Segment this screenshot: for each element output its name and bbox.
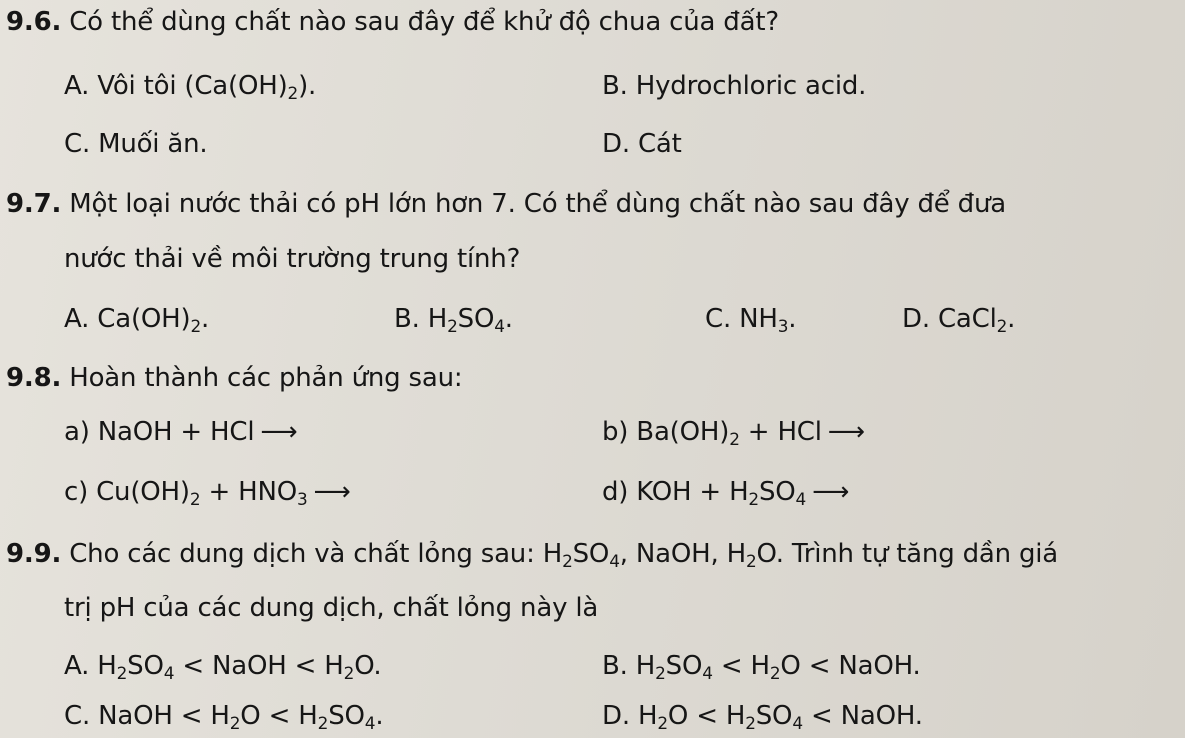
reaction-b: b) $Ba(OH)_2$ + HCl ⟶ xyxy=(602,417,865,450)
q99-option-d: D. $H_2O < H_2SO_4$ < NaOH. xyxy=(602,701,923,734)
arrow-icon: ⟶ xyxy=(313,477,351,507)
q99-option-a: A. $H_2SO_4$ < NaOH < $H_2O$. xyxy=(64,651,382,684)
question-number: 9.6. xyxy=(6,7,62,37)
question-9-6 xyxy=(6,6,779,38)
question-number: 9.9. xyxy=(6,539,62,569)
q97-option-a: A. $Ca(OH)_2$. xyxy=(64,304,210,337)
question-number: 9.8. xyxy=(6,363,62,393)
question-text: Có thể dùng chất nào sau đây để khử độ chua của đất? xyxy=(69,7,779,37)
question-9-7 xyxy=(6,188,1006,220)
q96-option-b: B. Hydrochloric acid. xyxy=(602,71,867,101)
reaction-c: c) $Cu(OH)_2 + HNO_3$ ⟶ xyxy=(64,477,351,510)
q96-option-c: C. Muối ăn. xyxy=(64,129,208,159)
q99-option-b: B. $H_2SO_4 < H_2O$ < NaOH. xyxy=(602,651,921,684)
question-text: Hoàn thành các phản ứng sau: xyxy=(69,363,463,393)
question-9-7-cont: nước thải về môi trường trung tính? xyxy=(64,244,521,274)
arrow-icon: ⟶ xyxy=(260,417,298,447)
reaction-a: a) NaOH + HCl ⟶ xyxy=(64,417,298,447)
q97-option-d: D. CaCl$_2$. xyxy=(902,304,1016,337)
question-number: 9.7. xyxy=(6,189,62,219)
reaction-d: d) KOH + $H_2SO_4$ ⟶ xyxy=(602,477,850,510)
arrow-icon: ⟶ xyxy=(812,477,850,507)
q99-option-c: C. NaOH < $H_2O < H_2SO_4$. xyxy=(64,701,384,734)
q97-option-b: B. $H_2SO_4$. xyxy=(394,304,513,337)
arrow-icon: ⟶ xyxy=(827,417,865,447)
question-9-9-cont: trị pH của các dung dịch, chất lỏng này là xyxy=(64,593,599,623)
question-text: Một loại nước thải có pH lớn hơn 7. Có thể dùng chất nào sau đây để đưa xyxy=(69,189,1006,219)
q96-option-a: A. Vôi tôi $(Ca(OH)_2)$. xyxy=(64,71,317,104)
q97-option-c: C. $NH_3$. xyxy=(705,304,797,337)
q96-option-d: D. Cát xyxy=(602,129,682,159)
question-9-8 xyxy=(6,362,462,394)
question-9-9: 9.9. Cho các dung dịch và chất lỏng sau: $H_2SO_4$, NaOH, $H_2O$. Trình tự tăng dần giá xyxy=(6,539,1059,572)
